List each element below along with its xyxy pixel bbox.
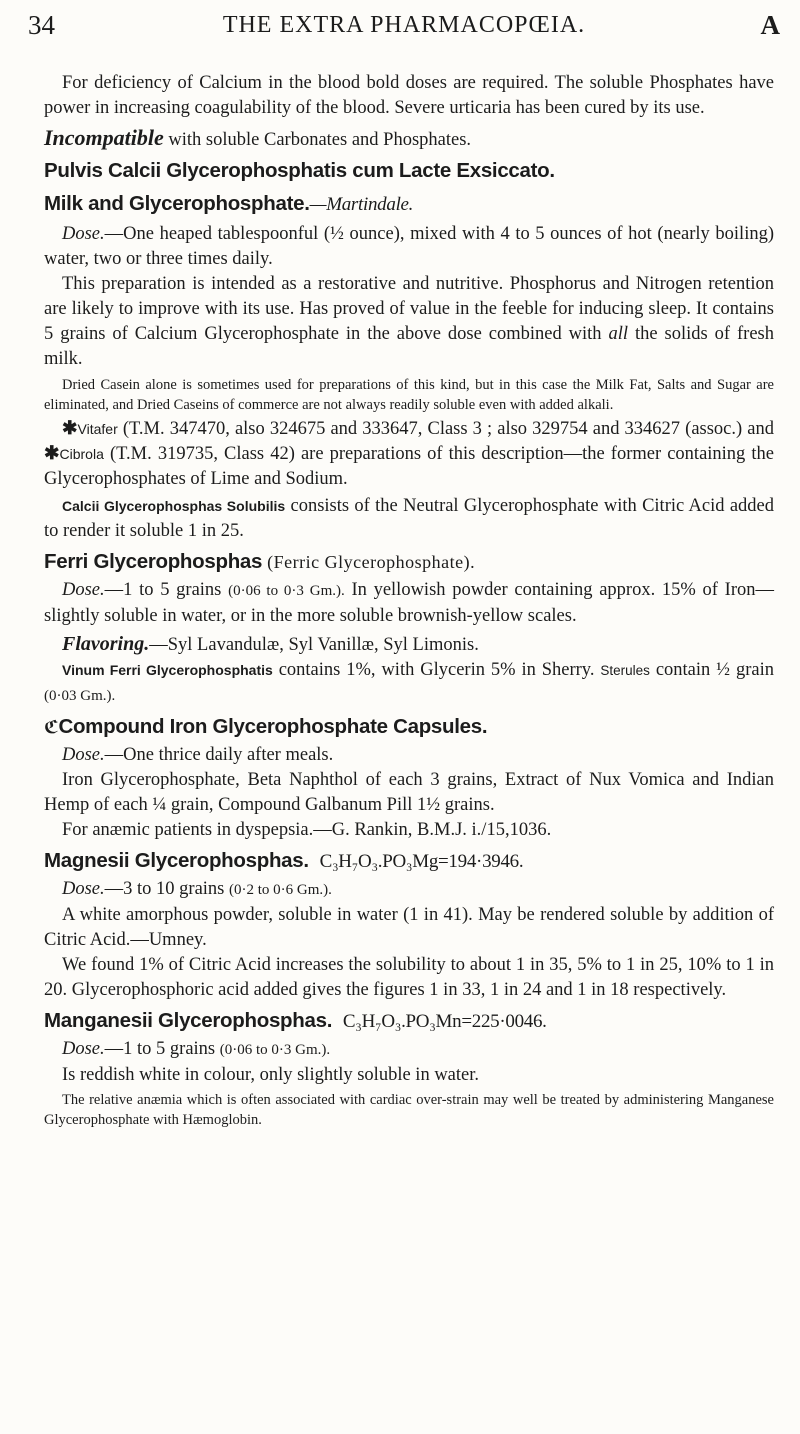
heading-manganesii — [44, 1005, 774, 1037]
heading-magnesii — [44, 845, 774, 877]
cibrola-name: Cibrola — [59, 446, 104, 462]
dose-text: —One thrice daily after meals. — [104, 745, 334, 765]
ferri-dose — [44, 578, 774, 629]
compound-dose — [44, 743, 774, 768]
compound-anaemic: For anæmic patients in dyspepsia.—G. Rankin, B.M.J. i./15,1036. — [62, 820, 552, 840]
milk-paragraph — [44, 272, 774, 372]
vinum-name: Vinum Ferri Glycerophosphatis — [62, 662, 273, 678]
vitafer-name: Vitafer — [77, 421, 118, 437]
manganesii-note: The relative anæmia which is often associated with cardiac over-strain may well be treated by administering Manganese Glycerophosphate with Hæmoglobin. — [44, 1092, 774, 1128]
dose-text: —3 to 10 grains — [104, 879, 230, 899]
magnesii-dose — [44, 877, 774, 903]
dose-label: Dose. — [62, 879, 105, 899]
dose-text: —One heaped tablespoonful (½ ounce), mixed with 4 to 5 ounces of hot (nearly boiling) water, two or three times daily. — [44, 224, 774, 269]
milk-label: Milk and Glycerophosphate. — [44, 192, 310, 215]
compound-text: Iron Glycerophosphate, Beta Naphthol of each 3 grains, Extract of Nux Vomica and Indian Hemp of each ¼ grain, Compound Galbanum Pill 1½ grains. — [44, 770, 774, 815]
vitafer-text2: (T.M. 319735, Class 42) are preparations of this description—the former containing the Glycerophosphates of Lime and Sodium. — [44, 444, 774, 489]
vitafer-paragraph — [44, 417, 774, 492]
dose-text: —1 to 5 grains — [104, 580, 229, 600]
casein-note: Dried Casein alone is sometimes used for preparations of this kind, but in this case the Milk Fat, Salts and Sugar are eliminated, and Dried Caseins of commerce are not always readily soluble even with added alkali. — [44, 377, 774, 413]
magnesii-formula: C₃H₇O₃.PO₃Mg=194·3946. — [319, 851, 524, 872]
dose-metric: (0·06 to 0·3 Gm.). — [228, 583, 345, 599]
milk-text-all: all — [608, 324, 629, 344]
vinum-text2: contain ½ grain — [649, 660, 774, 680]
compound-label: Compound Iron Glycerophosphate Capsules. — [58, 715, 488, 738]
calcii-sol-text: consists of the Neutral Glycerophosphate with Citric Acid added to render it soluble 1 in 25. — [44, 496, 774, 541]
dose-metric: (0·2 to 0·6 Gm.). — [229, 882, 332, 898]
dose-label: Dose. — [62, 580, 105, 600]
heading-pulvis: Pulvis Calcii Glycerophosphatis cum Lacte Exsiccato. — [44, 159, 555, 182]
vinum-paragraph — [44, 658, 774, 709]
flavoring-line — [44, 632, 774, 658]
ferri-english: (Ferric Glycerophosphate). — [262, 552, 476, 572]
heading-compound — [44, 711, 774, 743]
manganesii-label: Manganesii Glycerophosphas. — [44, 1009, 333, 1032]
incompatible-label: Incompatible — [44, 125, 164, 150]
dose-text: —1 to 5 grains — [104, 1039, 220, 1059]
signature-mark: A — [760, 10, 780, 40]
page-number: 34 — [28, 10, 55, 40]
milk-dose — [44, 222, 774, 272]
calcii-sol-name: Calcii Glycerophosphas Solubilis — [62, 498, 286, 514]
asterisk-icon: ✱ — [62, 419, 78, 439]
asterisk-icon: ✱ — [44, 444, 60, 464]
vinum-text: contains 1%, with Glycerin 5% in Sherry. — [272, 660, 601, 680]
running-title: THE EXTRA PHARMACOPŒIA. — [222, 12, 586, 38]
dose-label: Dose. — [62, 1039, 105, 1059]
ferri-label: Ferri Glycerophosphas — [44, 550, 263, 573]
dose-metric: (0·06 to 0·3 Gm.). — [219, 1042, 331, 1058]
magnesii-text2: We found 1% of Citric Acid increases the solubility to about 1 in 35, 5% to 1 in 25, 10% to 1 in 20. Glycerophosphoric acid added gives the figures 1 in 33, 1 in 24 and 1 in 18 respectively. — [44, 955, 774, 1000]
proprietary-mark-icon: ℭ — [44, 717, 59, 737]
heading-ferri — [44, 546, 774, 578]
paragraph-calcium: For deficiency of Calcium in the blood bold doses are required. The soluble Phosphates have power in increasing coagulability of the blood. Severe urticaria has been cured by its use. — [44, 73, 774, 118]
dose-label: Dose. — [62, 224, 105, 244]
vitafer-text1: (T.M. 347470, also 324675 and 333647, Class 3 ; also 329754 and 334627 (assoc.) and — [117, 419, 774, 439]
manganesii-text: Is reddish white in colour, only slightly soluble in water. — [62, 1065, 479, 1085]
heading-milk — [44, 188, 774, 220]
incompatible-text: with soluble Carbonates and Phosphates. — [163, 130, 472, 150]
running-header — [28, 6, 780, 56]
dose-label: Dose. — [62, 745, 105, 765]
milk-text-b: the solids of fresh milk. — [44, 324, 774, 369]
milk-author: —Martindale. — [309, 194, 414, 215]
magnesii-label: Magnesii Glycerophosphas. — [44, 849, 309, 872]
ferri-desc: In yellowish powder containing approx. 15% of Iron—slightly soluble in water, or in the more soluble brownish-yellow scales. — [44, 580, 774, 626]
flavoring-text: —Syl Lavandulæ, Syl Vanillæ, Syl Limonis. — [149, 635, 479, 655]
page-body — [44, 62, 774, 1130]
calcii-solubilis — [44, 494, 774, 544]
manganesii-formula: C₃H₇O₃.PO₃Mn=225·0046. — [342, 1011, 547, 1032]
incompatible-line — [44, 124, 774, 154]
flavoring-label: Flavoring. — [62, 633, 150, 655]
magnesii-text: A white amorphous powder, soluble in water (1 in 41). May be rendered soluble by addition of Citric Acid.—Umney. — [44, 905, 774, 950]
sterules-name: Sterules — [600, 663, 650, 678]
vinum-metric: (0·03 Gm.). — [44, 688, 116, 704]
milk-text-a: This preparation is intended as a restorative and nutritive. Phosphorus and Nitrogen retention are likely to improve with its use. Has proved of value in the feeble for inducing sleep. It contains 5 grains of Calcium Glycerophosphate in the above dose combined with — [44, 274, 774, 344]
manganesii-dose — [44, 1037, 774, 1063]
